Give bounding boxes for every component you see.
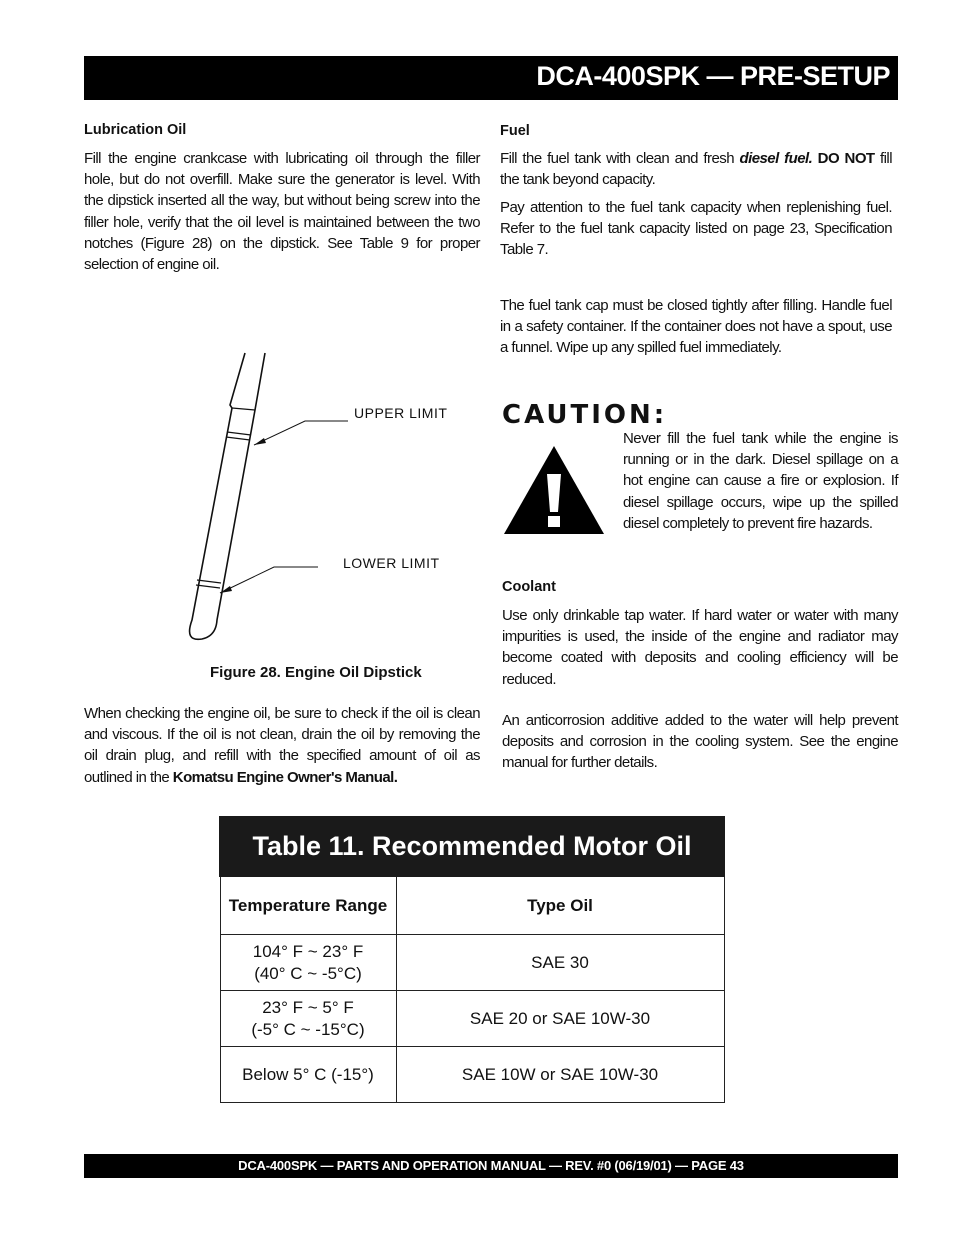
fuel-p1-text: Fill the fuel tank with clean and fresh	[500, 150, 740, 167]
lubrication-paragraph: Fill the engine crankcase with lubricating oil through the filler hole, but do not overfill. Make sure the generator is level. With the dipstick inserted all the way, but without being screw into the filler hole, verify that the oil level is maintained between the two notches (Figure 28) on the dipstick. See Table 9 for proper selection of engine oil.	[84, 150, 480, 274]
fuel-paragraph-1	[500, 148, 892, 190]
footer-bar	[84, 1154, 898, 1178]
page-title: DCA-400SPK — PRE-SETUP	[536, 61, 890, 91]
coolant-paragraph-1: Use only drinkable tap water. If hard water or water with many impurities is used, the inside of the engine and radiator may become coated with deposits and cooling efficiency will be reduced.	[502, 607, 898, 688]
temperature-range-cell	[220, 935, 396, 991]
fuel-p1-end: fill the tank beyond capacity.	[500, 150, 892, 189]
range-line-1: 23° F ~ 5° F	[262, 997, 354, 1017]
lubrication-heading: Lubrication Oil	[84, 122, 187, 138]
upper-limit-label: UPPER LIMIT	[354, 405, 448, 421]
table-row	[220, 1047, 724, 1103]
range-line-2: (-5° C ~ -15°C)	[251, 1019, 365, 1039]
column-header-temperature: Temperature Range	[220, 876, 396, 935]
temperature-range-cell: Below 5° C (-15°)	[220, 1047, 396, 1103]
footer-text: DCA-400SPK — PARTS AND OPERATION MANUAL — REV. #0 (06/19/01) — PAGE 43	[238, 1158, 744, 1173]
oil-type-cell: SAE 10W or SAE 10W-30	[396, 1047, 724, 1103]
temperature-range-cell	[220, 991, 396, 1047]
coolant-paragraph-2: An anticorrosion additive added to the water will help prevent deposits and corrosion in the cooling system. See the engine manual for further details.	[502, 712, 898, 772]
dipstick-illustration	[170, 350, 480, 650]
column-header-type-oil: Type Oil	[396, 876, 724, 935]
range-line-1: 104° F ~ 23° F	[252, 941, 364, 961]
oil-type-cell: SAE 20 or SAE 10W-30	[396, 991, 724, 1047]
fuel-paragraph-2: Pay attention to the fuel tank capacity when replenishing fuel. Refer to the fuel tank capacity listed on page 23, Specification Table 7.	[500, 199, 892, 259]
warning-triangle-icon	[502, 444, 606, 536]
oil-type-cell: SAE 30	[396, 935, 724, 991]
figure-caption: Figure 28. Engine Oil Dipstick	[210, 664, 422, 681]
check-oil-text: When checking the engine oil, be sure to check if the oil is clean and viscous. If the oil is not clean, drain the oil by removing the oil drain plug, and refill with the specified amount of oil as outlined in the	[84, 705, 480, 786]
check-oil-paragraph	[84, 703, 480, 788]
table-row	[220, 991, 724, 1047]
fuel-paragraph-3: The fuel tank cap must be closed tightly after filling. Handle fuel in a safety container. If the container does not have a spout, use a funnel. Wipe up any spilled fuel immediately.	[500, 297, 892, 357]
do-not-warning: DO NOT	[812, 150, 875, 167]
diesel-fuel-emphasis: diesel fuel.	[739, 150, 813, 167]
caution-text: Never fill the fuel tank while the engine is running or in the dark. Diesel spillage on a hot engine can cause a fire or explosion. If diesel spillage occurs, wipe up the spilled diesel completely to prevent fire hazards.	[623, 430, 898, 532]
lower-limit-label: LOWER LIMIT	[343, 555, 440, 571]
table-row	[220, 935, 724, 991]
recommended-oil-table	[219, 816, 725, 1103]
range-line-2: (40° C ~ -5°C)	[254, 963, 362, 983]
coolant-heading: Coolant	[502, 579, 556, 595]
fuel-heading: Fuel	[500, 123, 530, 139]
owners-manual-reference: Komatsu Engine Owner's Manual.	[172, 768, 398, 786]
caution-title: CAUTION:	[502, 400, 668, 430]
table-title: Table 11. Recommended Motor Oil	[220, 817, 724, 876]
header-bar	[84, 56, 898, 100]
